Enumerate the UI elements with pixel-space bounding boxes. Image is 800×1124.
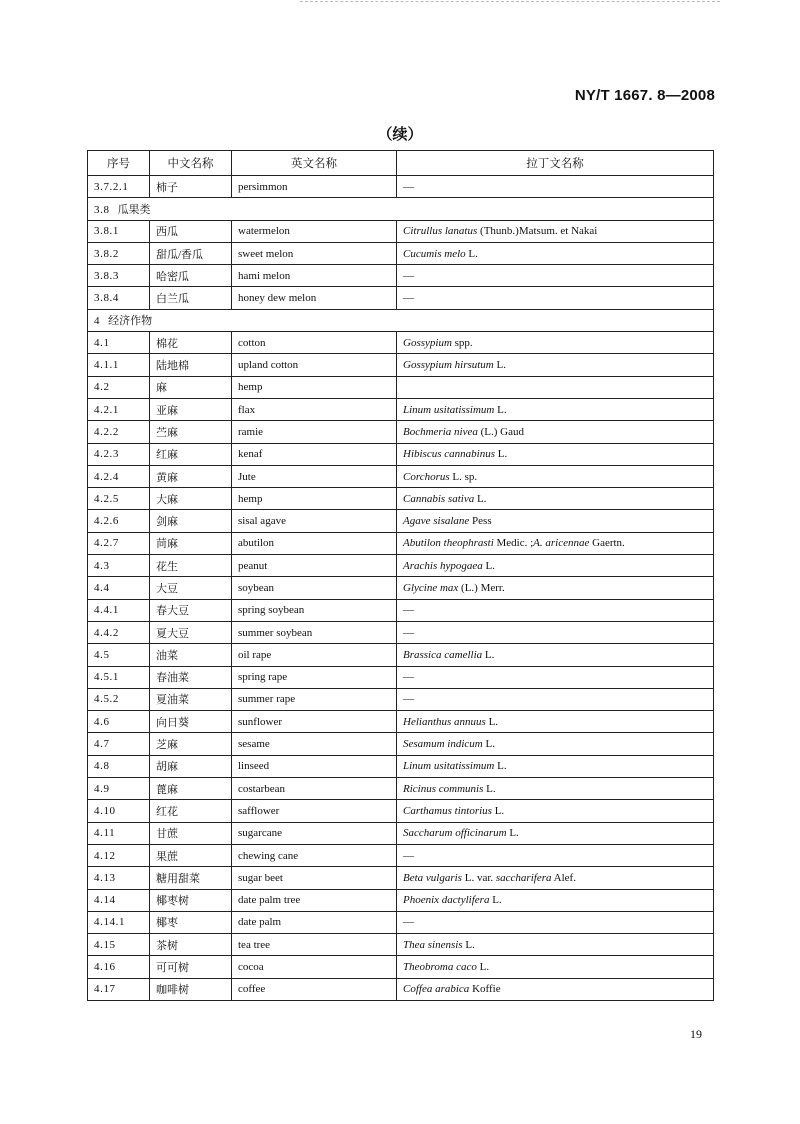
latin-name-segment: A. aricennae [533,537,590,550]
english-name: hemp [232,376,397,398]
chinese-name: 甜瓜/香瓜 [150,242,232,264]
latin-name [397,488,714,510]
latin-name-segment: L. [494,760,507,773]
english-name: sugarcane [232,822,397,844]
chinese-name: 胡麻 [150,755,232,777]
latin-name-segment: — [403,626,414,639]
latin-name-segment: L. [483,782,496,795]
english-name: sweet melon [232,242,397,264]
table-row [88,465,714,487]
row-number: 4.8 [88,755,150,777]
chinese-name: 芝麻 [150,733,232,755]
table-body [88,176,714,1001]
table-row [88,844,714,866]
english-name: ramie [232,421,397,443]
latin-name-segment: L. [482,559,495,572]
latin-name-segment: Cannabis sativa [403,492,475,505]
table-row [88,867,714,889]
row-number: 4.4.2 [88,621,150,643]
latin-name [397,510,714,532]
english-name: persimmon [232,176,397,198]
latin-name [397,621,714,643]
latin-name-segment: — [403,604,414,617]
table-row [88,956,714,978]
english-name: kenaf [232,443,397,465]
table-row [88,398,714,420]
table-row [88,889,714,911]
row-number: 4.14 [88,889,150,911]
latin-name-segment: Hibiscus cannabinus [403,448,495,461]
latin-name-segment: Phoenix dactylifera [403,894,490,907]
latin-name [397,844,714,866]
table-row [88,332,714,354]
chinese-name: 椰枣树 [150,889,232,911]
table-row [88,666,714,688]
latin-name [397,889,714,911]
table-row [88,934,714,956]
section-title: 经济作物 [108,315,153,328]
chinese-name: 夏油菜 [150,688,232,710]
section-title: 瓜果类 [117,203,151,216]
latin-name [397,822,714,844]
latin-name [397,733,714,755]
table-row [88,577,714,599]
chinese-name: 剑麻 [150,510,232,532]
row-number: 4.5.1 [88,666,150,688]
latin-name [397,421,714,443]
english-name: chewing cane [232,844,397,866]
latin-name-segment: Alef. [551,871,576,884]
row-number: 4.1 [88,332,150,354]
chinese-name: 红花 [150,800,232,822]
section-number: 4 [94,315,101,328]
english-name: upland cotton [232,354,397,376]
chinese-name: 夏大豆 [150,621,232,643]
latin-name-segment: L. var. [461,871,496,884]
latin-name-segment: L. sp. [449,470,478,483]
english-name: costarbean [232,778,397,800]
english-name: cotton [232,332,397,354]
latin-name-segment: Gossypium [403,336,452,349]
chinese-name: 茶树 [150,934,232,956]
chinese-name: 柿子 [150,176,232,198]
row-number: 4.7 [88,733,150,755]
row-number: 4.4.1 [88,599,150,621]
row-number: 4.1.1 [88,354,150,376]
column-header-number: 序号 [88,151,150,176]
table-row [88,822,714,844]
english-name: cocoa [232,956,397,978]
row-number: 4.3 [88,555,150,577]
english-name: spring soybean [232,599,397,621]
row-number: 4.13 [88,867,150,889]
row-number: 4.15 [88,934,150,956]
english-name: sesame [232,733,397,755]
column-header-latin-name: 拉丁文名称 [397,151,714,176]
latin-name-segment: Cucumis melo [403,247,466,260]
chinese-name: 咖啡树 [150,978,232,1000]
latin-name-segment: L. [482,648,495,661]
latin-name-segment: Gaertn. [589,537,625,550]
latin-name-segment: — [403,849,414,862]
latin-name-segment: L. [489,894,502,907]
chinese-name: 白兰瓜 [150,287,232,309]
latin-name [397,242,714,264]
latin-name-segment: Coffea arabica [403,983,470,996]
section-row [88,309,714,331]
latin-name [397,354,714,376]
chinese-name: 甘蔗 [150,822,232,844]
latin-name-segment: Ricinus communis [403,782,484,795]
latin-name-segment: L. [462,938,475,951]
row-number: 4.6 [88,711,150,733]
latin-name-segment: Thea sinensis [403,938,463,951]
latin-name-segment: L. [506,827,519,840]
chinese-name: 可可树 [150,956,232,978]
english-name: honey dew melon [232,287,397,309]
latin-name [397,778,714,800]
table-row [88,733,714,755]
table-row [88,421,714,443]
row-number: 4.17 [88,978,150,1000]
english-name: soybean [232,577,397,599]
latin-name [397,265,714,287]
table-row [88,778,714,800]
latin-name [397,666,714,688]
column-header-english-name: 英文名称 [232,151,397,176]
row-number: 4.2.1 [88,398,150,420]
row-number: 4.5.2 [88,688,150,710]
latin-name-segment: Koffie [469,983,501,996]
english-name: hemp [232,488,397,510]
latin-name [397,956,714,978]
english-name: flax [232,398,397,420]
row-number: 3.8.2 [88,242,150,264]
latin-name [397,465,714,487]
chinese-name: 椰枣 [150,911,232,933]
chinese-name: 亚麻 [150,398,232,420]
table-row [88,287,714,309]
latin-name-segment: L. [494,403,507,416]
english-name: spring rape [232,666,397,688]
latin-name [397,220,714,242]
table-row [88,688,714,710]
english-name: tea tree [232,934,397,956]
english-name: sisal agave [232,510,397,532]
latin-name [397,978,714,1000]
latin-name-segment: Helianthus annuus [403,715,486,728]
latin-name-segment: (Thunb.)Matsum. et Nakai [477,225,598,238]
row-number: 4.9 [88,778,150,800]
latin-name [397,911,714,933]
latin-name-segment: Arachis hypogaea [403,559,483,572]
latin-name-segment: (L.) Merr. [458,581,505,594]
latin-name [397,532,714,554]
row-number: 4.16 [88,956,150,978]
english-name: safflower [232,800,397,822]
english-name: Jute [232,465,397,487]
english-name: coffee [232,978,397,1000]
table-row [88,621,714,643]
row-number: 4.11 [88,822,150,844]
latin-name [397,443,714,465]
chinese-name: 麻 [150,376,232,398]
english-name: summer soybean [232,621,397,643]
latin-name [397,332,714,354]
chinese-name: 棉花 [150,332,232,354]
latin-name-segment: L. [476,961,490,974]
english-name: summer rape [232,688,397,710]
continued-label: （续） [377,127,423,143]
latin-name [397,599,714,621]
latin-name-segment: — [403,693,414,706]
row-number: 3.8.4 [88,287,150,309]
column-header-chinese-name: 中文名称 [150,151,232,176]
english-name: hami melon [232,265,397,287]
chinese-name: 黄麻 [150,465,232,487]
latin-name-segment: Sesamum indicum [403,738,483,751]
chinese-name: 红麻 [150,443,232,465]
table-row [88,265,714,287]
latin-name-segment: — [403,916,414,929]
latin-name-segment: Carthamus tintorius [403,804,492,817]
latin-name-segment: Agave sisalane [403,515,470,528]
section-cell [88,198,714,220]
latin-name-segment: — [403,180,414,193]
latin-name [397,287,714,309]
chinese-name: 果蔗 [150,844,232,866]
english-name: abutilon [232,532,397,554]
chinese-name: 油菜 [150,644,232,666]
latin-name-segment: Linum usitatissimum [403,403,495,416]
chinese-name: 苎麻 [150,421,232,443]
table-row [88,488,714,510]
chinese-name: 春油菜 [150,666,232,688]
latin-name-segment: Bochmeria nivea [403,425,478,438]
latin-name [397,711,714,733]
latin-name-segment: Citrullus lanatus [403,225,478,238]
latin-name [397,376,714,398]
latin-name-segment: Abutilon theophrasti [403,537,494,550]
latin-name-segment: Theobroma caco [403,961,477,974]
latin-name-segment: Brassica camellia [403,648,483,661]
latin-name-segment: saccharifera [495,871,552,884]
standard-code: NY/T 1667. 8—2008 [574,87,715,104]
latin-name-segment: L. [485,715,499,728]
latin-name-segment: L. [474,492,487,505]
chinese-name: 大豆 [150,577,232,599]
latin-name [397,934,714,956]
table-row [88,711,714,733]
table-row [88,242,714,264]
table-row [88,644,714,666]
table-row [88,176,714,198]
latin-name [397,688,714,710]
latin-name-segment: (L.) Gaud [477,425,524,438]
section-row [88,198,714,220]
row-number: 4.2.7 [88,532,150,554]
english-name: sugar beet [232,867,397,889]
latin-name-segment: Pess [469,515,492,528]
row-number: 4.2.5 [88,488,150,510]
table-row [88,755,714,777]
latin-name-segment: Glycine max [403,581,459,594]
latin-name-segment: Medic. ; [493,537,534,550]
row-number: 4.12 [88,844,150,866]
row-number: 3.7.2.1 [88,176,150,198]
chinese-name: 向日葵 [150,711,232,733]
row-number: 3.8.3 [88,265,150,287]
chinese-name: 糖用甜菜 [150,867,232,889]
table-row [88,354,714,376]
terms-table [87,150,714,1001]
table-row [88,599,714,621]
row-number: 4.2.2 [88,421,150,443]
row-number: 3.8.1 [88,220,150,242]
latin-name-segment: Saccharum officinarum [403,827,507,840]
chinese-name: 西瓜 [150,220,232,242]
table-row [88,911,714,933]
row-number: 4.5 [88,644,150,666]
latin-name [397,800,714,822]
english-name: sunflower [232,711,397,733]
row-number: 4.2.3 [88,443,150,465]
table-row [88,443,714,465]
chinese-name: 哈密瓜 [150,265,232,287]
latin-name-segment: L. [491,804,505,817]
latin-name [397,176,714,198]
chinese-name: 大麻 [150,488,232,510]
table-row [88,555,714,577]
english-name: date palm [232,911,397,933]
latin-name-segment: L. [482,738,495,751]
row-number: 4.10 [88,800,150,822]
table-row [88,510,714,532]
latin-name [397,398,714,420]
row-number: 4.2.6 [88,510,150,532]
english-name: watermelon [232,220,397,242]
latin-name [397,867,714,889]
table-header-row [88,151,714,176]
latin-name [397,555,714,577]
table-row [88,532,714,554]
latin-name-segment: L. [494,448,508,461]
chinese-name: 春大豆 [150,599,232,621]
latin-name-segment: Beta vulgaris [403,871,462,884]
latin-name-segment: Gossypium hirsutum [403,359,494,372]
latin-name [397,577,714,599]
scan-edge-marks [300,1,720,2]
latin-name-segment: Linum usitatissimum [403,760,495,773]
table-row [88,978,714,1000]
english-name: peanut [232,555,397,577]
row-number: 4.14.1 [88,911,150,933]
english-name: oil rape [232,644,397,666]
chinese-name: 蓖麻 [150,778,232,800]
latin-name [397,644,714,666]
latin-name-segment: — [403,292,414,305]
latin-name-segment: spp. [451,336,473,349]
section-cell [88,309,714,331]
section-number: 3.8 [94,203,110,216]
chinese-name: 花生 [150,555,232,577]
latin-name-segment: — [403,269,414,282]
chinese-name: 苘麻 [150,532,232,554]
chinese-name: 陆地棉 [150,354,232,376]
latin-name-segment: Corchorus [403,470,450,483]
table-row [88,800,714,822]
row-number: 4.2 [88,376,150,398]
page-number: 19 [690,1027,702,1041]
english-name: date palm tree [232,889,397,911]
latin-name-segment: — [403,671,414,684]
latin-name [397,755,714,777]
row-number: 4.2.4 [88,465,150,487]
row-number: 4.4 [88,577,150,599]
english-name: linseed [232,755,397,777]
table-row [88,376,714,398]
latin-name-segment: L. [493,359,506,372]
latin-name-segment: L. [465,247,478,260]
table-row [88,220,714,242]
